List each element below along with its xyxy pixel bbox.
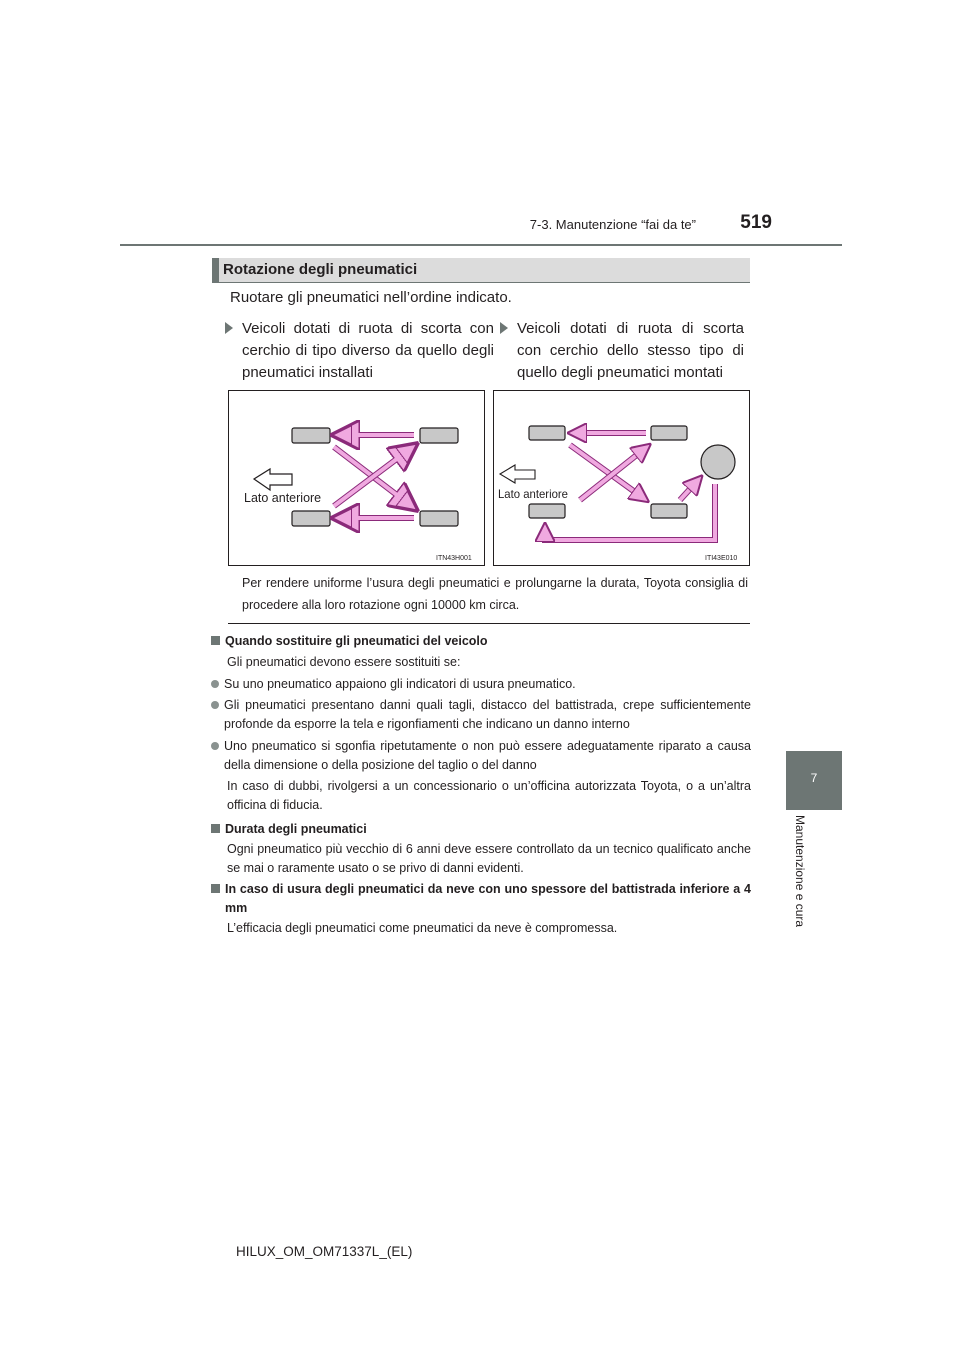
square-bullet-icon bbox=[211, 636, 220, 645]
spare-tire bbox=[701, 445, 735, 479]
tire-rotation-diagrams bbox=[228, 390, 750, 566]
round-bullet-icon bbox=[211, 701, 219, 709]
section-title: Rotazione degli pneumatici bbox=[223, 261, 418, 278]
note-heading-snow: In caso di usura degli pneumatici da neve con uno spessore del battistrada inferiore a 4 mm bbox=[211, 880, 751, 918]
note-heading-replace: Quando sostituire gli pneumatici del veicolo bbox=[211, 632, 751, 651]
diagram-caption: Per rendere uniforme l’usura degli pneumatici e prolungarne la durata, Toyota consiglia di procedere alla loro rotazione ogni 10000 km circa. bbox=[242, 576, 748, 612]
bullet-item: Uno pneumatico si sgonfia ripetutamente o non può essere adeguatamente riparato a causa della dimensione o della posizione del taglio o del danno bbox=[211, 737, 751, 775]
square-bullet-icon bbox=[211, 884, 220, 893]
round-bullet-icon bbox=[211, 742, 219, 750]
tire-front-right bbox=[651, 426, 687, 440]
tire-rear-left bbox=[529, 504, 565, 518]
note-replace-closing: In caso di dubbi, rivolgersi a un concessionario o un’officina autorizzata Toyota, o a un’altra officina di fiducia. bbox=[227, 779, 751, 812]
tire-rear-right bbox=[651, 504, 687, 518]
chapter-tab[interactable] bbox=[786, 751, 842, 810]
header-section-title: 7-3. Manutenzione “fai da te” bbox=[529, 217, 696, 232]
diagram-code: ITI43E010 bbox=[705, 555, 738, 562]
front-side-label: Lato anteriore bbox=[244, 491, 322, 505]
diagram-different-rim bbox=[229, 391, 485, 566]
section-intro: Ruotare gli pneumatici nell’ordine indicato. bbox=[230, 289, 512, 306]
front-side-label: Lato anteriore bbox=[498, 487, 569, 501]
triangle-bullet-icon bbox=[500, 322, 508, 334]
tire-rear-left bbox=[292, 511, 330, 526]
document-code: HILUX_OM_OM71337L_(EL) bbox=[236, 1244, 413, 1259]
variant-text: Veicoli dotati di ruota di scorta con cerchio di tipo diverso da quello degli pneumatici installati bbox=[242, 320, 494, 381]
triangle-bullet-icon bbox=[225, 322, 233, 334]
variant-different-rim bbox=[242, 318, 494, 384]
bullet-item: Gli pneumatici presentano danni quali tagli, distacco del battistrada, crepe sufficientemente profonde da esporre la tela e rigonfiamenti che indicano un danno interno bbox=[211, 696, 751, 734]
chapter-title: Manutenzione e cura bbox=[793, 815, 807, 928]
variant-text: Veicoli dotati di ruota di scorta con cerchio dello stesso tipo di quello degli pneumatici montati bbox=[517, 320, 744, 381]
round-bullet-icon bbox=[211, 680, 219, 688]
tire-front-left bbox=[529, 426, 565, 440]
page-number: 519 bbox=[740, 212, 772, 233]
header-divider bbox=[120, 244, 842, 246]
note-heading-life: Durata degli pneumatici bbox=[211, 820, 751, 839]
chapter-number: 7 bbox=[810, 771, 818, 785]
note-life-text: Ogni pneumatico più vecchio di 6 anni deve essere controllato da un tecnico qualificato anche se mai o raramente usato o se privo di danni evidenti. bbox=[227, 842, 751, 875]
diagram-same-rim bbox=[494, 391, 750, 566]
tire-rear-right bbox=[420, 511, 458, 526]
bullet-item: Su uno pneumatico appaiono gli indicatori di usura pneumatico. bbox=[211, 675, 751, 694]
note-snow-text: L’efficacia degli pneumatici come pneumatici da neve è compromessa. bbox=[227, 921, 618, 935]
section-divider bbox=[228, 623, 750, 624]
variant-same-rim bbox=[517, 318, 744, 384]
tire-front-left bbox=[292, 428, 330, 443]
diagram-code: ITN43H001 bbox=[436, 555, 472, 562]
note-replace-intro: Gli pneumatici devono essere sostituiti se: bbox=[227, 655, 461, 669]
tire-front-right bbox=[420, 428, 458, 443]
square-bullet-icon bbox=[211, 824, 220, 833]
